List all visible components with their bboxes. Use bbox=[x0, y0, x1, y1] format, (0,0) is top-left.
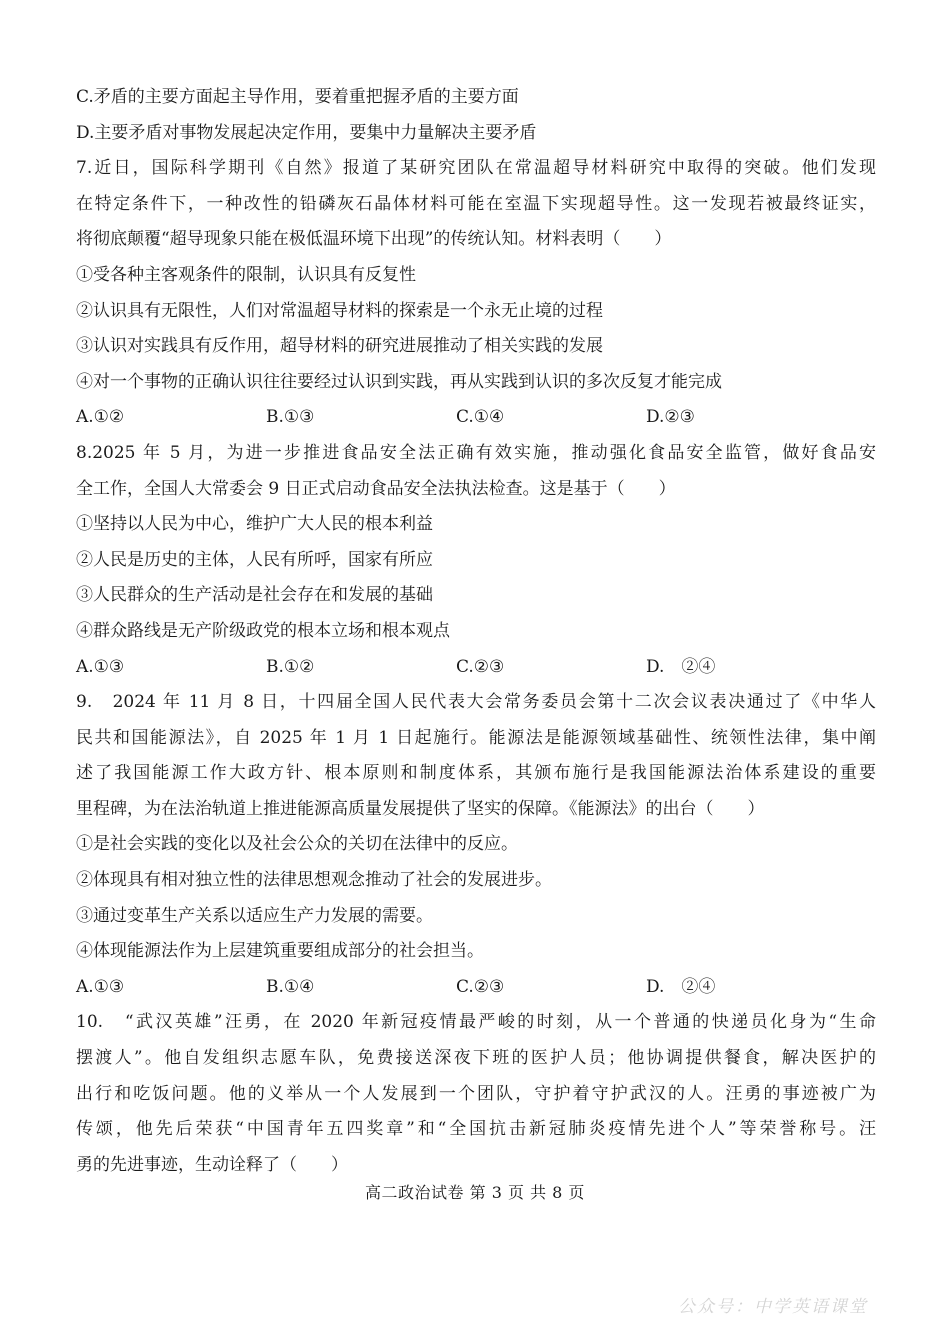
option-d-line: D.主要矛盾对事物发展起决定作用，要集中力量解决主要矛盾 bbox=[76, 122, 537, 143]
question-9-item-4: ④体现能源法作为上层建筑重要组成部分的社会担当。 bbox=[76, 941, 484, 962]
option-a: A.①② bbox=[76, 407, 125, 428]
question-9-stem-2: 民共和国能源法》，自 2025 年 1 月 1 日起施行。能源法是能源领域基础性、统领性法律，集中阐 bbox=[76, 727, 876, 748]
question-9-stem-3: 述了我国能源工作大政方针、根本原则和制度体系，其颁布施行是我国能源法治体系建设的重要 bbox=[76, 763, 876, 784]
option-b: B.①② bbox=[266, 656, 315, 677]
page-footer: 高二政治试卷 第 3 页 共 8 页 bbox=[365, 1183, 585, 1202]
option-a: A.①③ bbox=[76, 976, 125, 997]
question-10-stem-3: 出行和吃饭问题。他的义举从一个人发展到一个团队，守护着守护武汉的人。汪勇的事迹被广为 bbox=[76, 1083, 876, 1104]
question-9-item-1: ①是社会实践的变化以及社会公众的关切在法律中的反应。 bbox=[76, 834, 518, 855]
question-7-item-4: ④对一个事物的正确认识往往要经过认识到实践，再从实践到认识的多次反复才能完成 bbox=[76, 371, 722, 392]
question-7-options bbox=[76, 400, 876, 436]
question-7-item-1: ①受各种主客观条件的限制，认识具有反复性 bbox=[76, 264, 416, 285]
exam-page bbox=[76, 80, 876, 1183]
question-9-options bbox=[76, 970, 876, 1006]
question-8-item-3: ③人民群众的生产活动是社会存在和发展的基础 bbox=[76, 585, 433, 606]
option-d: D.②③ bbox=[646, 407, 695, 428]
watermark: 公众号：中学英语课堂 bbox=[678, 1297, 868, 1317]
question-9-stem-1: 9. 2024 年 11 月 8 日，十四届全国人民代表大会常务委员会第十二次会议表决通过了《中华人 bbox=[76, 692, 876, 713]
option-b: B.①③ bbox=[266, 407, 315, 428]
question-7-stem-1: 7.近日，国际科学期刊《自然》报道了某研究团队在常温超导材料研究中取得的突破。他们发现 bbox=[76, 158, 876, 179]
question-9-item-3: ③通过变革生产关系以适应生产力发展的需要。 bbox=[76, 905, 433, 926]
question-9-stem-4: 里程碑，为在法治轨道上推进能源高质量发展提供了坚实的保障。《能源法》的出台（ ） bbox=[76, 798, 765, 819]
option-c: C.②③ bbox=[456, 976, 505, 997]
question-7-stem-3: 将彻底颠覆“超导现象只能在极低温环境下出现”的传统认知。材料表明（ ） bbox=[76, 229, 672, 250]
option-d: D. ②④ bbox=[646, 656, 716, 677]
option-a: A.①③ bbox=[76, 656, 125, 677]
question-10-stem-1: 10. “武汉英雄”汪勇，在 2020 年新冠疫情最严峻的时刻，从一个普通的快递员化身为“生命 bbox=[76, 1012, 876, 1033]
question-10-stem-5: 勇的先进事迹，生动诠释了（ ） bbox=[76, 1154, 348, 1175]
question-8-item-1: ①坚持以人民为中心，维护广大人民的根本利益 bbox=[76, 514, 433, 535]
question-7-item-3: ③认识对实践具有反作用，超导材料的研究进展推动了相关实践的发展 bbox=[76, 336, 603, 357]
question-8-item-2: ②人民是历史的主体，人民有所呼，国家有所应 bbox=[76, 549, 433, 570]
question-8-options bbox=[76, 650, 876, 686]
option-c: C.①④ bbox=[456, 407, 505, 428]
question-9-item-2: ②体现具有相对独立性的法律思想观念推动了社会的发展进步。 bbox=[76, 870, 552, 891]
question-10-stem-2: 摆渡人”。他自发组织志愿车队，免费接送深夜下班的医护人员；他协调提供餐食，解决医护的 bbox=[76, 1048, 876, 1069]
question-8-item-4: ④群众路线是无产阶级政党的根本立场和根本观点 bbox=[76, 620, 450, 641]
option-c: C.②③ bbox=[456, 656, 505, 677]
question-10-stem-4: 传颂，他先后荣获“中国青年五四奖章”和“全国抗击新冠肺炎疫情先进个人”等荣誉称号。汪 bbox=[76, 1119, 876, 1140]
option-c-line: C.矛盾的主要方面起主导作用，要着重把握矛盾的主要方面 bbox=[76, 87, 519, 107]
question-8-stem-1: 8.2025 年 5 月，为进一步推进食品安全法正确有效实施，推动强化食品安全监管，做好食品安 bbox=[76, 442, 876, 463]
option-d: D. ②④ bbox=[646, 976, 716, 997]
question-7-stem-2: 在特定条件下，一种改性的铅磷灰石晶体材料可能在室温下实现超导性。这一发现若被最终证实， bbox=[76, 193, 876, 214]
question-8-stem-2: 全工作，全国人大常委会 9 日正式启动食品安全法执法检查。这是基于（ ） bbox=[76, 478, 676, 499]
option-b: B.①④ bbox=[266, 976, 315, 997]
question-7-item-2: ②认识具有无限性，人们对常温超导材料的探索是一个永无止境的过程 bbox=[76, 300, 603, 321]
